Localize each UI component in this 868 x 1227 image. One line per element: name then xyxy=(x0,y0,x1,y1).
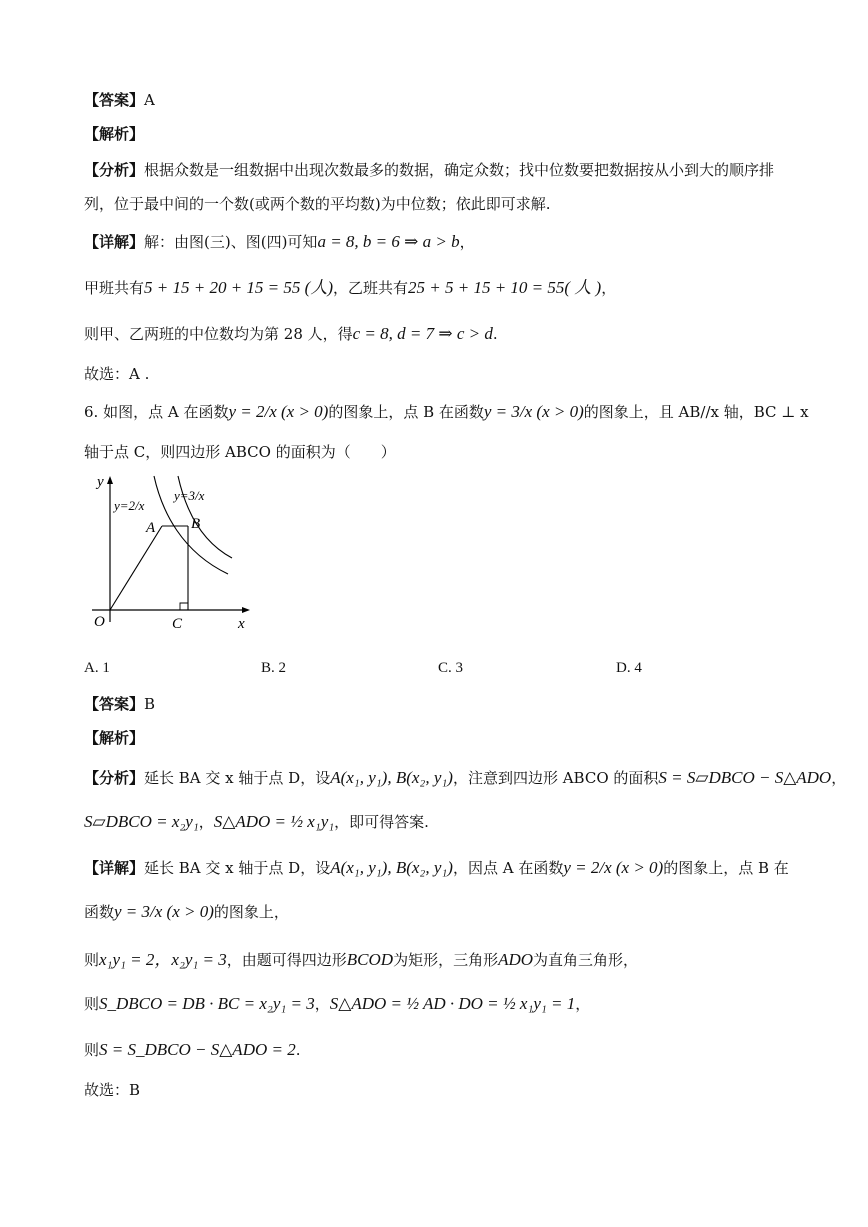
q6-fenxi-line-2 xyxy=(84,812,429,832)
option-b: B. 2 xyxy=(261,660,287,676)
formula: c = 8, d = 7 ⇒ c > d xyxy=(352,324,493,343)
punct: ， xyxy=(459,233,475,251)
formula: ADO xyxy=(498,950,534,969)
formula: S = S▱DBCO − S△ADO xyxy=(658,768,832,787)
formula: S = S_DBCO − S△ADO = 2 xyxy=(99,1040,296,1059)
detail-text: 则 xyxy=(84,995,100,1013)
fenxi-text: 根据众数是一组数据中出现次数最多的数据，确定众数；找中位数要把数据按从小到大的顺序排 xyxy=(144,161,775,179)
point-A-label: A xyxy=(146,520,156,536)
punct: . xyxy=(492,325,498,343)
formula: S△ADO = ½ x₁y₁ xyxy=(213,812,335,831)
q5-fenxi-line-1 xyxy=(84,160,774,180)
answer-tag: 【答案】 xyxy=(84,695,145,713)
formula: 5 + 15 + 20 + 15 = 55 (人) xyxy=(144,278,333,297)
stem-text: 的图象上，点 B 在函数 xyxy=(328,403,484,421)
fenxi-text: ，注意到四边形 ABCO 的面积 xyxy=(452,769,659,787)
q6-stem-line-1 xyxy=(84,402,809,422)
formula: a = 8, b = 6 ⇒ a > b xyxy=(317,232,460,251)
formula: y = 3/x (x > 0) xyxy=(114,902,214,921)
detail-text: 则 xyxy=(84,951,100,969)
origin-label: O xyxy=(94,614,105,630)
x-axis-arrow-icon xyxy=(242,607,250,613)
detail-text: 为矩形，三角形 xyxy=(393,951,499,969)
point-C-label: C xyxy=(172,616,183,632)
detail-text: ，由题可得四边形 xyxy=(226,951,347,969)
fenxi-text: 延长 BA 交 x 轴于点 D，设 xyxy=(144,769,331,787)
stem-text: 的图象上，且 AB//x 轴，BC ⊥ x xyxy=(583,403,809,421)
punct: ， xyxy=(831,769,847,787)
q6-detail-line-2 xyxy=(84,902,289,922)
y-axis-arrow-icon xyxy=(107,476,113,484)
punct: ， xyxy=(575,995,591,1013)
punct: . xyxy=(295,1041,301,1059)
detail-text: 的图象上， xyxy=(213,903,289,921)
detail-text: 解：由图(三)、图(四)可知 xyxy=(144,233,318,251)
detail-tag: 【详解】 xyxy=(84,859,145,877)
curve-2-label: y=3/x xyxy=(174,488,205,503)
q6-answer-line xyxy=(84,694,155,714)
choose-text: 故选：A . xyxy=(84,365,150,383)
q6-detail-line-4 xyxy=(84,994,590,1014)
q5-choose xyxy=(84,364,149,384)
detail-text: ，乙班共有 xyxy=(332,279,408,297)
answer-tag: 【答案】 xyxy=(84,91,145,109)
q6-detail-line-1 xyxy=(84,858,789,878)
q5-detail-line-3 xyxy=(84,324,498,344)
q6-analysis-line xyxy=(84,728,144,748)
formula: A(x₁, y₁), B(x₂, y₁) xyxy=(330,768,453,787)
q6-choose xyxy=(84,1080,140,1100)
formula: S△ADO = ½ AD · DO = ½ x₁y₁ = 1 xyxy=(329,994,576,1013)
option-c: C. 3 xyxy=(438,660,464,676)
choose-text: 故选：B xyxy=(84,1081,141,1099)
formula: S_DBCO = DB · BC = x₂y₁ = 3 xyxy=(99,994,315,1013)
q5-fenxi-line-2 xyxy=(84,194,550,214)
analysis-tag: 【解析】 xyxy=(84,729,145,747)
detail-text: 延长 BA 交 x 轴于点 D，设 xyxy=(144,859,331,877)
formula: 25 + 5 + 15 + 10 = 55( 人 ) xyxy=(408,278,602,297)
q5-detail-line-1 xyxy=(84,232,475,252)
detail-text: 则 xyxy=(84,1041,100,1059)
formula: y = 3/x (x > 0) xyxy=(483,402,584,421)
answer-value: B xyxy=(144,695,156,713)
y-axis-label: y xyxy=(97,474,104,490)
formula: A(x₁, y₁), B(x₂, y₁) xyxy=(330,858,453,877)
segment-OA xyxy=(110,526,162,610)
stem-text: 轴于点 C，则四边形 ABCO 的面积为（ ） xyxy=(84,443,396,461)
formula: S▱DBCO = x₂y₁ xyxy=(84,812,199,831)
punct: ， xyxy=(601,279,617,297)
detail-text: 为直角三角形， xyxy=(533,951,639,969)
q5-answer-line xyxy=(84,90,155,110)
formula: y = 2/x (x > 0) xyxy=(228,402,329,421)
point-B-label: B xyxy=(191,516,201,532)
fenxi-text: ，即可得答案. xyxy=(334,813,429,831)
analysis-tag: 【解析】 xyxy=(84,125,145,143)
right-angle-mark xyxy=(180,603,188,610)
q6-stem-line-2 xyxy=(84,442,396,462)
formula: BCOD xyxy=(346,950,394,969)
detail-text: 则甲、乙两班的中位数均为第 28 人，得 xyxy=(84,325,353,343)
detail-text: 函数 xyxy=(84,903,115,921)
fenxi-tag: 【分析】 xyxy=(84,161,145,179)
q6-detail-line-3 xyxy=(84,950,638,970)
detail-text: 甲班共有 xyxy=(84,279,145,297)
punct: ， xyxy=(314,995,330,1013)
q5-analysis-line xyxy=(84,124,144,144)
option-d: D. 4 xyxy=(616,660,642,676)
formula: y = 2/x (x > 0) xyxy=(563,858,664,877)
detail-text: 的图象上，点 B 在 xyxy=(663,859,789,877)
stem-text: 6. 如图，点 A 在函数 xyxy=(84,403,229,421)
curve-1-label: y=2/x xyxy=(114,498,145,513)
detail-text: ，因点 A 在函数 xyxy=(452,859,564,877)
x-axis-label: x xyxy=(238,616,245,632)
q5-detail-line-2 xyxy=(84,278,616,298)
fenxi-text: 列，位于最中间的一个数(或两个数的平均数)为中位数；依此即可求解. xyxy=(84,195,551,213)
q6-detail-line-5 xyxy=(84,1040,301,1060)
answer-value: A xyxy=(144,91,155,109)
fenxi-tag: 【分析】 xyxy=(84,769,145,787)
q6-fenxi-line-1 xyxy=(84,768,846,788)
option-a: A. 1 xyxy=(84,660,110,676)
detail-tag: 【详解】 xyxy=(84,233,145,251)
formula: x₁y₁ = 2，x₂y₁ = 3 xyxy=(99,950,227,969)
q6-figure xyxy=(82,472,262,637)
punct: ， xyxy=(198,813,214,831)
